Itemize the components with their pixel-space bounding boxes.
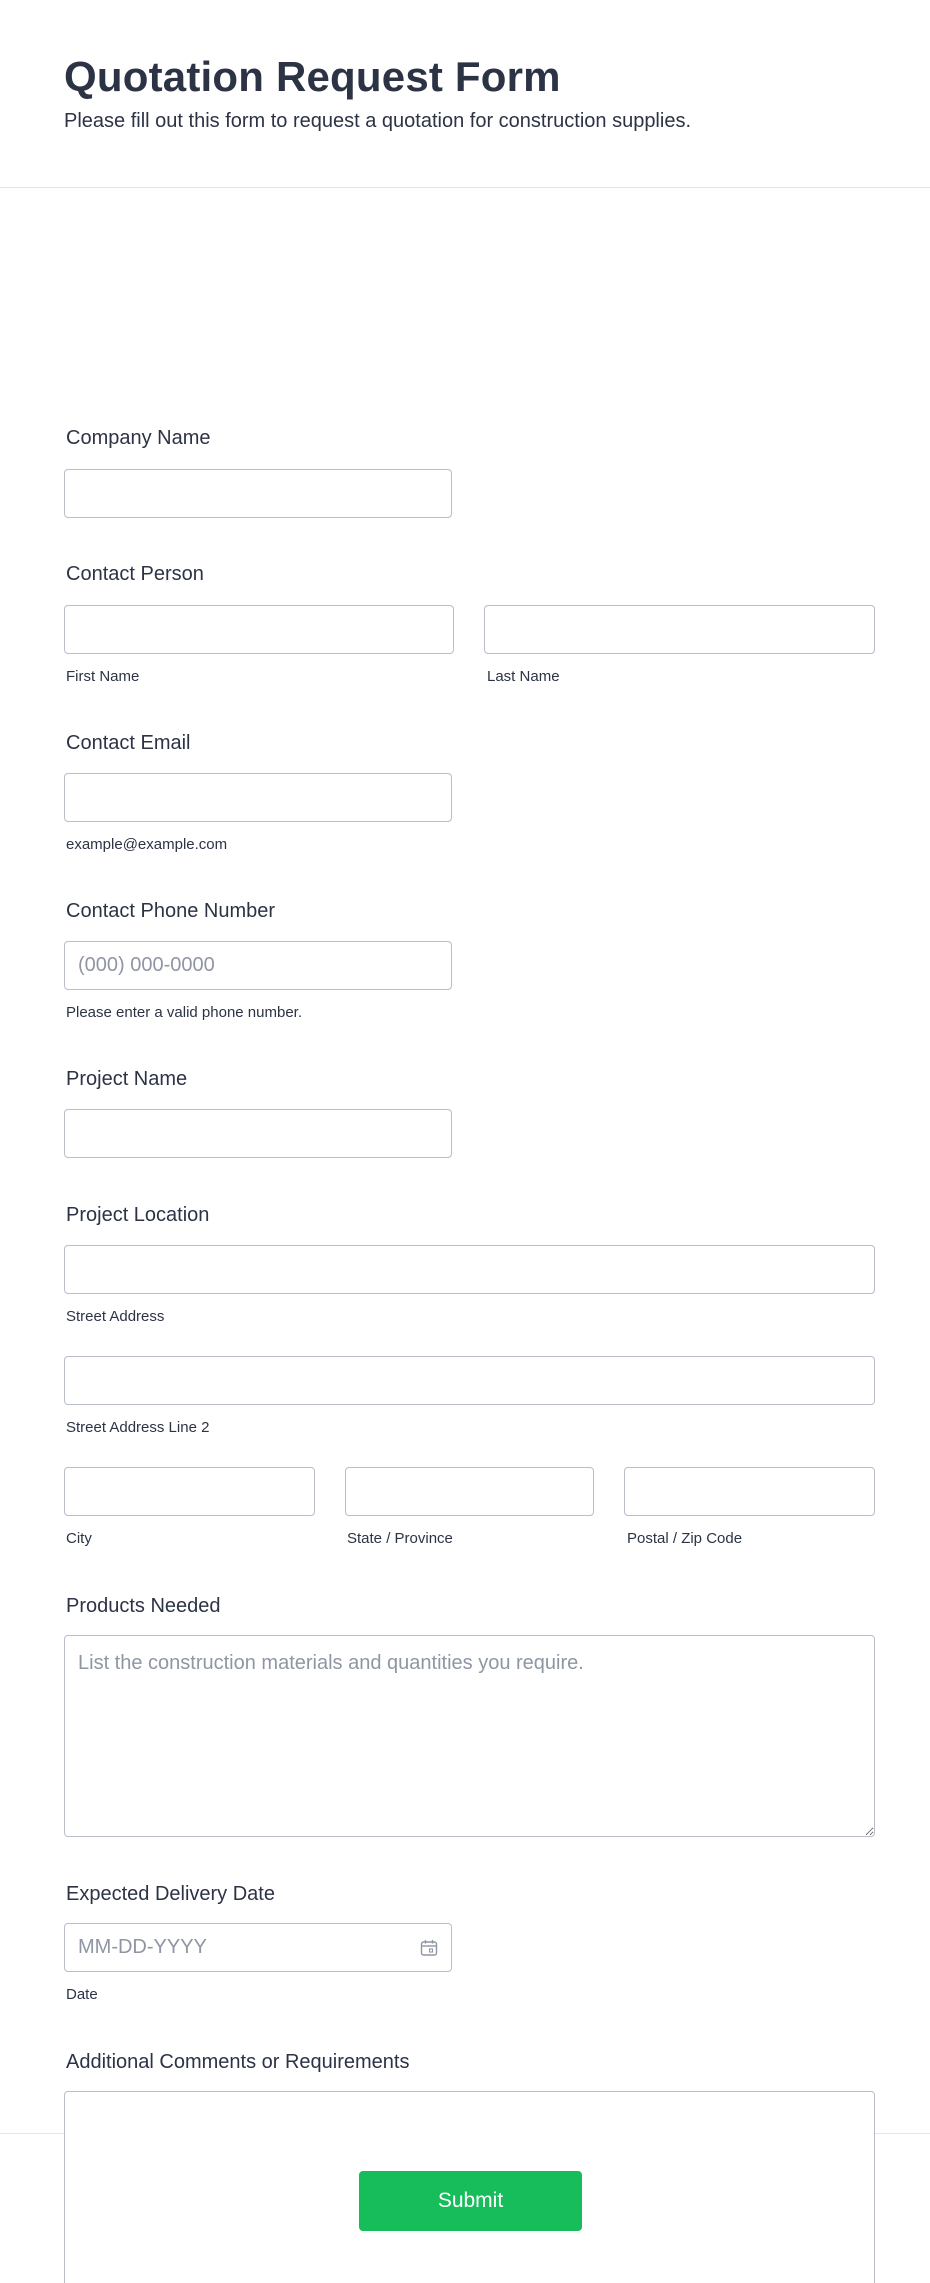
additional-comments-label: Additional Comments or Requirements [66,2051,410,2073]
company-name-label: Company Name [66,427,211,449]
contact-phone-label: Contact Phone Number [66,900,276,922]
street-address-line2-input[interactable] [64,1356,875,1405]
city-sublabel: City [66,1530,92,1547]
last-name-input[interactable] [484,605,875,654]
delivery-date-label: Expected Delivery Date [66,1883,275,1905]
state-province-input[interactable] [345,1467,594,1516]
phone-sublabel: Please enter a valid phone number. [66,1004,302,1021]
last-name-sublabel: Last Name [487,668,560,685]
calendar-icon[interactable] [420,1939,438,1957]
contact-person-label: Contact Person [66,563,204,585]
city-input[interactable] [64,1467,315,1516]
project-location-label: Project Location [66,1204,210,1226]
street-address-line2-sublabel: Street Address Line 2 [66,1419,210,1436]
delivery-date-sublabel: Date [66,1986,98,2003]
form-subtitle: Please fill out this form to request a quotation for construction supplies. [64,110,692,132]
contact-email-label: Contact Email [66,732,191,754]
products-needed-textarea[interactable] [64,1635,875,1837]
postal-code-sublabel: Postal / Zip Code [627,1530,743,1547]
first-name-sublabel: First Name [66,668,140,685]
products-needed-label: Products Needed [66,1595,221,1617]
street-address-sublabel: Street Address [66,1308,165,1325]
form-title: Quotation Request Form [64,53,561,100]
project-name-input[interactable] [64,1109,452,1158]
first-name-input[interactable] [64,605,454,654]
state-province-sublabel: State / Province [347,1530,453,1547]
form-footer [0,2134,930,2282]
email-field[interactable] [64,773,452,822]
street-address-input[interactable] [64,1245,875,1294]
project-name-label: Project Name [66,1068,188,1090]
form-body [0,188,930,2134]
phone-field[interactable] [64,941,452,990]
form-header [0,0,930,188]
submit-button[interactable]: Submit [359,2171,582,2231]
delivery-date-input[interactable] [64,1923,452,1972]
email-sublabel: example@example.com [66,836,228,853]
company-name-input[interactable] [64,469,452,518]
postal-code-input[interactable] [624,1467,875,1516]
